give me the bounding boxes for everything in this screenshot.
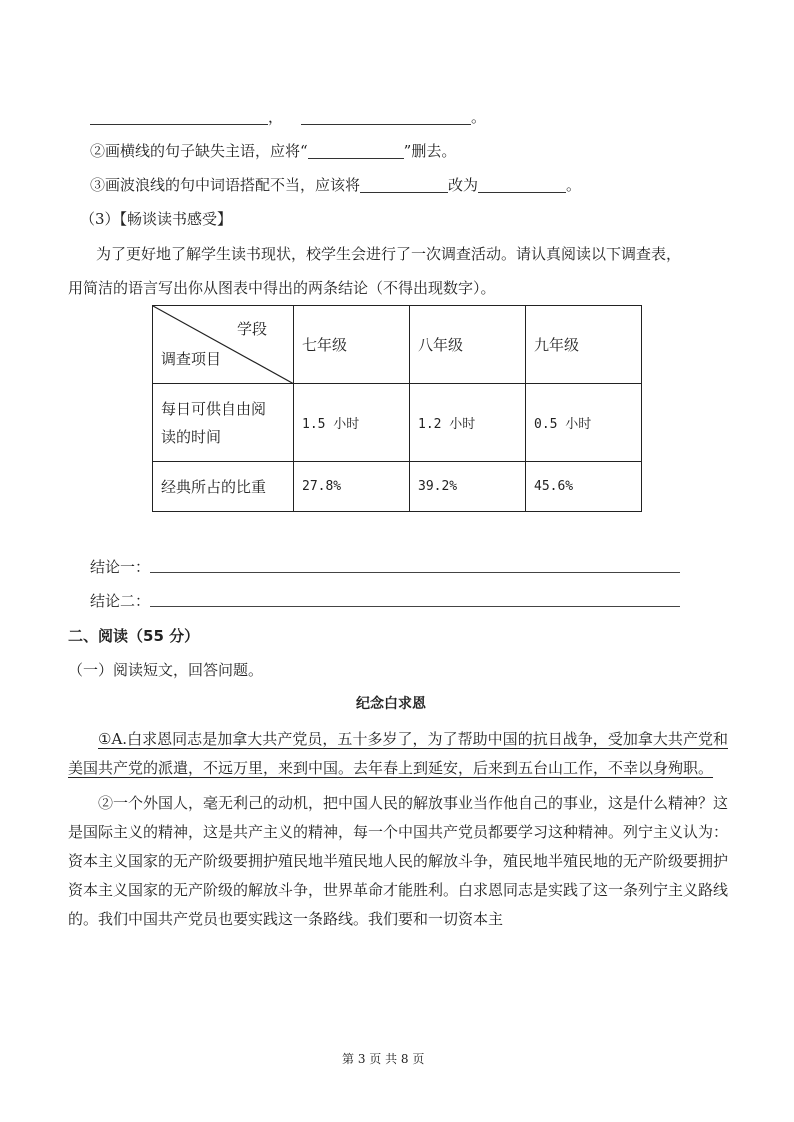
question-continuation — [90, 106, 486, 127]
item3-prefix: ③画波浪线的句中词语搭配不当，应该将 — [90, 176, 361, 194]
section-2-instruction: （一）阅读短文，回答问题。 — [68, 661, 264, 679]
passage-body — [68, 725, 728, 934]
period-text: 。 — [471, 108, 487, 126]
section-2-title: 二、阅读（55 分） — [68, 627, 200, 645]
row-label-reading-time — [153, 384, 294, 462]
q3-prompt-line1: 为了更好地了解学生读书现状，校学生会进行了一次调查活动。请认真阅读以下调查表， — [96, 245, 682, 263]
conclusion-2-answer-line[interactable] — [150, 606, 680, 607]
comma-text: ， — [268, 108, 284, 126]
passage-title: 纪念白求恩 — [356, 696, 426, 712]
table-corner-cell — [153, 306, 294, 384]
page-footer: 第 3 页 共 8 页 — [342, 1052, 425, 1066]
passage-paragraph-2: ②一个外国人，毫无利己的动机，把中国人民的解放事业当作他自己的事业，这是什么精神？这是国际主义的精神，这是共产主义的精神，每一个中国共产党员都要学习这种精神。列宁主义认为：资本主义国家的无产阶级要拥护殖民地半殖民地人民的解放斗争，殖民地半殖民地的无产阶级要拥护资本主义国家的无产阶级的解放斗争，世界革命才能胜利。白求恩同志是实践了这一条列宁主义路线的。我们中国共产党员也要实践这一条路线。我们要和一切资本主 — [68, 794, 729, 928]
cell-value: 1.2 小时 — [410, 384, 526, 462]
item3-blank-2[interactable] — [478, 177, 566, 193]
column-header-grade7: 七年级 — [294, 306, 410, 384]
diagonal-line — [153, 306, 294, 384]
q3-header: （3）【畅谈读书感受】 — [80, 210, 233, 228]
corner-header-item: 调查项目 — [161, 350, 222, 368]
cell-value: 45.6% — [526, 462, 642, 512]
cell-value: 1.5 小时 — [294, 384, 410, 462]
column-header-grade9: 九年级 — [526, 306, 642, 384]
question-item-3 — [90, 174, 581, 195]
cell-value: 27.8% — [294, 462, 410, 512]
conclusion-2-label: 结论二： — [90, 592, 151, 610]
row-label-line1: 每日可供自由阅 — [161, 399, 267, 418]
row-label-line2: 读的时间 — [161, 427, 222, 446]
passage-paragraph-1 — [68, 725, 728, 783]
item2-blank[interactable] — [308, 143, 404, 159]
table-row — [153, 384, 642, 462]
table-row — [153, 462, 642, 512]
survey-table — [152, 305, 642, 512]
underlined-sentence-a: ①A.白求恩同志是加拿大共产党员，五十多岁了，为了帮助中国的抗日战争，受加拿大共产党和美国共产党的派遣，不远万里，来到中国。去年春上到延安，后来到五台山工作，不幸以身殉职。 — [68, 730, 728, 777]
cell-value: 0.5 小时 — [526, 384, 642, 462]
item3-blank-1[interactable] — [360, 177, 448, 193]
column-header-grade8: 八年级 — [410, 306, 526, 384]
item2-suffix: ”删去。 — [403, 142, 457, 160]
item3-suffix: 。 — [566, 176, 582, 194]
answer-blank-2[interactable] — [301, 109, 471, 125]
corner-header-grade: 学段 — [236, 320, 267, 338]
conclusion-1-label: 结论一： — [90, 558, 151, 576]
item3-middle: 改为 — [448, 176, 479, 194]
item2-prefix: ②画横线的句子缺失主语，应将“ — [90, 142, 308, 160]
conclusion-1-answer-line[interactable] — [150, 572, 680, 573]
question-item-2 — [90, 140, 456, 161]
row-label-classics-share: 经典所占的比重 — [153, 462, 294, 512]
q3-prompt-line2: 用简洁的语言写出你从图表中得出的两条结论（不得出现数字）。 — [68, 279, 496, 297]
cell-value: 39.2% — [410, 462, 526, 512]
answer-blank-1[interactable] — [90, 109, 268, 125]
